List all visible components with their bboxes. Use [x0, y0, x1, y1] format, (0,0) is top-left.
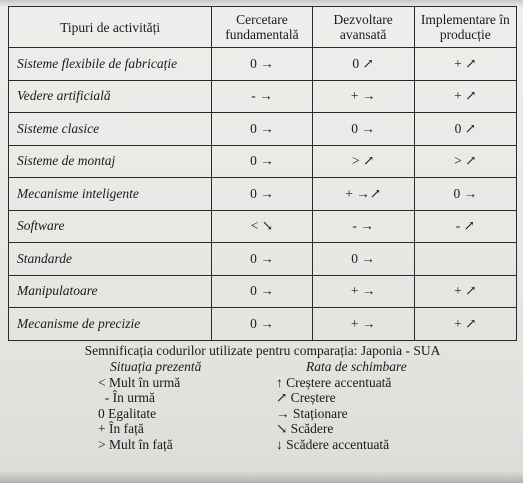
code-cell: 0 ↗	[312, 48, 414, 81]
table-header-row	[9, 7, 517, 48]
code-legend	[8, 337, 517, 477]
legend-item: ↓ Scădere accentuată	[276, 436, 390, 452]
code-cell: 0 →	[212, 243, 312, 276]
table-row	[9, 275, 517, 308]
table-row	[9, 308, 517, 341]
code-cell: > ↗	[312, 145, 414, 178]
legend-item: > Mult în față	[98, 436, 173, 452]
legend-title: Semnificația codurilor utilizate pentru comparația: Japonia - SUA	[84, 343, 441, 358]
header-advanced-development: Dezvoltare avansată	[312, 7, 414, 48]
code-cell: + ↗	[414, 80, 516, 113]
code-cell: + →	[312, 80, 414, 113]
legend-columns	[8, 359, 517, 477]
code-cell: + →	[312, 308, 414, 341]
code-cell: + →	[312, 275, 414, 308]
legend-item: → Staționare	[276, 405, 348, 421]
header-activity-types: Tipuri de activități	[9, 7, 212, 48]
header-production-implementation: Implementare în producție	[414, 7, 516, 48]
code-cell: 0 →	[312, 243, 414, 276]
table-row	[9, 48, 517, 81]
table-row	[9, 178, 517, 211]
code-cell	[414, 243, 516, 276]
row-name: Vedere artificială	[9, 80, 212, 113]
table-row	[9, 210, 517, 243]
code-cell: 0 →	[212, 145, 312, 178]
legend-item: - În urmă	[98, 390, 155, 405]
legend-item: ↘ Scădere	[276, 421, 334, 436]
code-cell: 0 →	[312, 113, 414, 146]
header-fundamental-research: Cercetare fundamentală	[212, 7, 312, 48]
row-name: Sisteme flexibile de fabricație	[9, 48, 212, 81]
legend-current-situation	[98, 359, 201, 452]
table-row	[9, 243, 517, 276]
code-cell: + ↗	[414, 308, 516, 341]
legend-item: < Mult în urmă	[98, 374, 181, 390]
row-name: Sisteme clasice	[9, 113, 212, 146]
code-cell: 0 →	[212, 178, 312, 211]
row-name: Mecanisme inteligente	[9, 178, 212, 211]
code-cell: 0 ↗	[414, 113, 516, 146]
legend-right-heading: Rata de schimbare	[306, 359, 407, 374]
legend-left-heading: Situația prezentă	[110, 359, 202, 374]
code-cell: 0 →	[212, 275, 312, 308]
legend-item: + În față	[98, 421, 144, 436]
legend-item: 0 Egalitate	[98, 405, 157, 421]
code-cell: + →↗	[312, 178, 414, 211]
code-cell: + ↗	[414, 275, 516, 308]
code-cell: 0 →	[212, 113, 312, 146]
code-cell: 0 →	[212, 48, 312, 81]
row-name: Standarde	[9, 243, 212, 276]
legend-item: ↗ Creștere	[276, 390, 336, 405]
row-name: Sisteme de montaj	[9, 145, 212, 178]
legend-item: ↑ Creștere accentuată	[276, 374, 392, 390]
code-cell: - ↗	[414, 210, 516, 243]
code-cell: < ↘	[212, 210, 312, 243]
row-name: Mecanisme de precizie	[9, 308, 212, 341]
activities-table	[8, 6, 517, 341]
table-row	[9, 80, 517, 113]
table-row	[9, 113, 517, 146]
code-cell: + ↗	[414, 48, 516, 81]
code-cell: > ↗	[414, 145, 516, 178]
legend-rate-of-change	[276, 359, 407, 452]
code-cell: 0 →	[414, 178, 516, 211]
row-name: Software	[9, 210, 212, 243]
table-row	[9, 145, 517, 178]
code-cell: - →	[212, 80, 312, 113]
page-edge-shadow	[0, 471, 523, 483]
row-name: Manipulatoare	[9, 275, 212, 308]
code-cell: 0 →	[212, 308, 312, 341]
code-cell: - →	[312, 210, 414, 243]
